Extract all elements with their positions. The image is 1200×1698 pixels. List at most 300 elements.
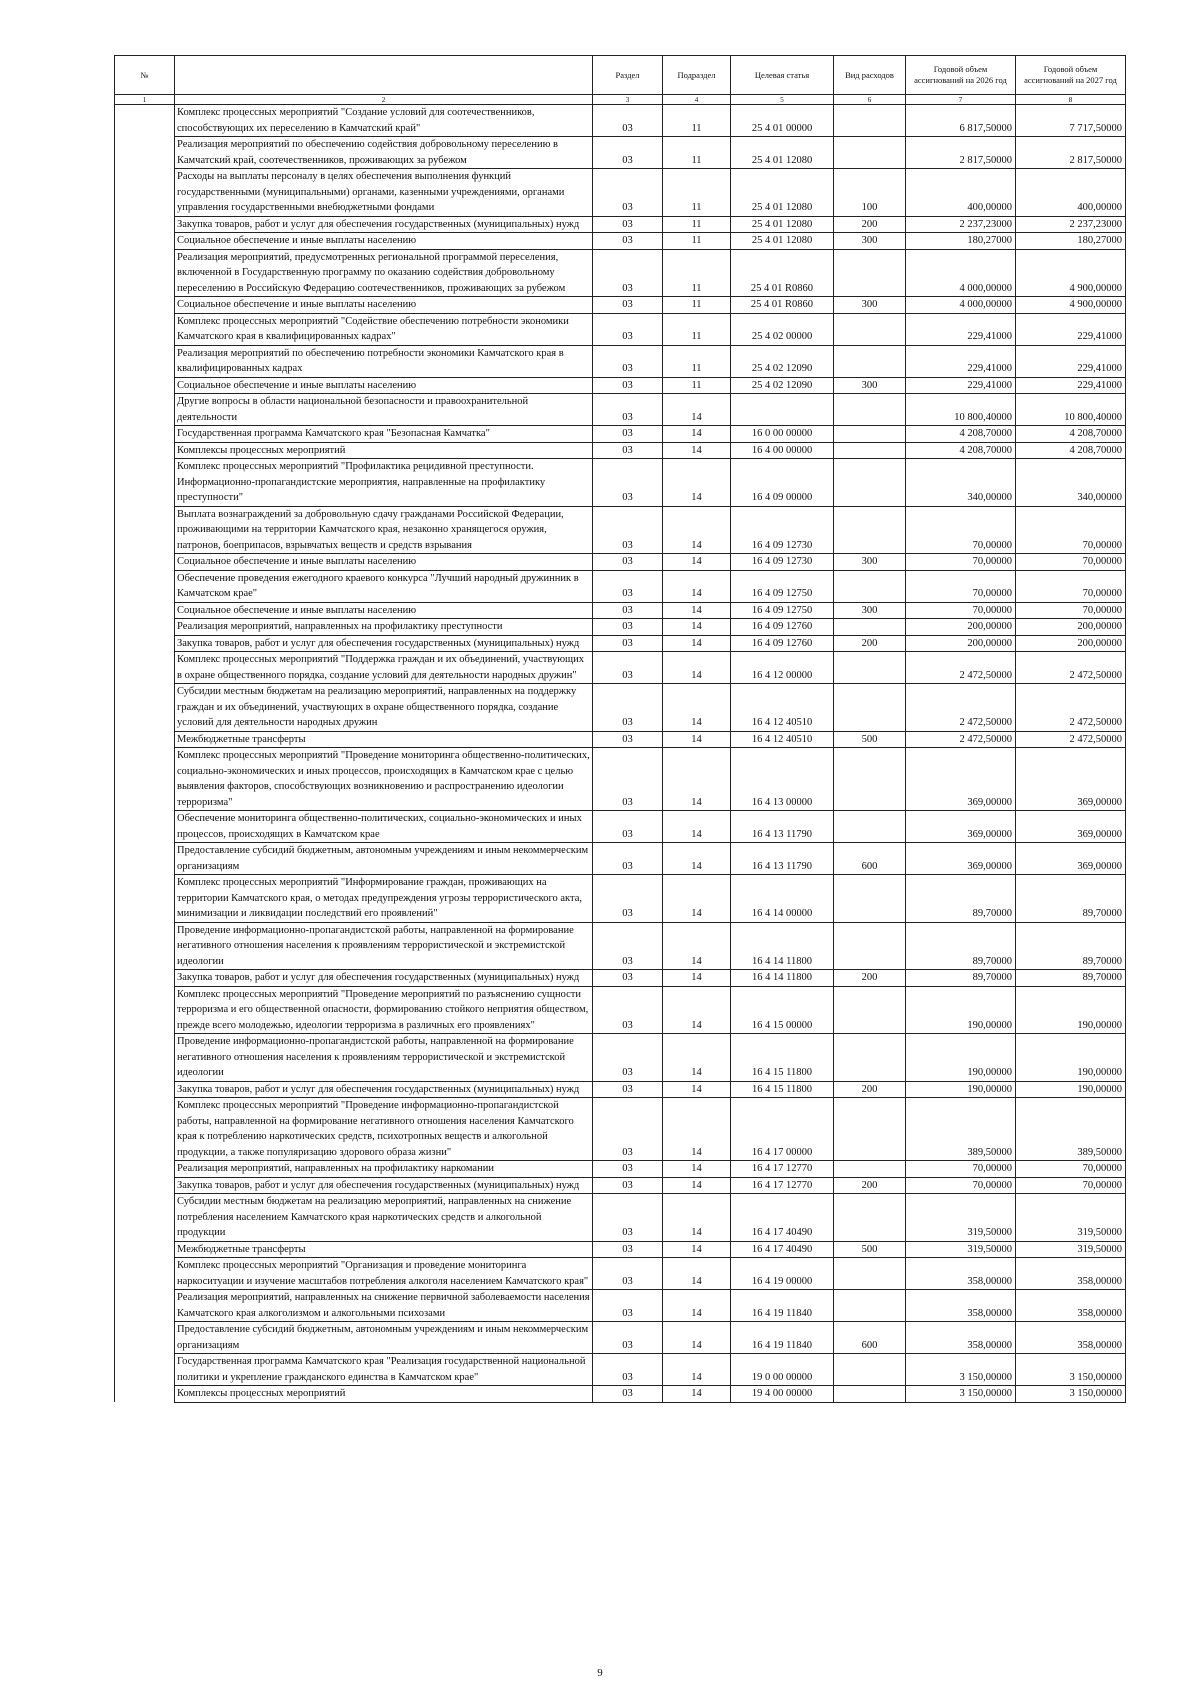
target-article-cell: 19 4 00 00000 (731, 1386, 834, 1403)
item-name-cell: Другие вопросы в области национальной безопасности и правоохранительной деятельности (175, 394, 593, 426)
table-row (115, 748, 1126, 811)
podrazdel-cell: 14 (663, 1386, 731, 1403)
podrazdel-cell: 14 (663, 748, 731, 811)
item-name-cell: Комплекс процессных мероприятий "Проведение мониторинга общественно-политических, социально-экономических и иных процессов, происходящих в Камчатском крае с целью выявления факторов, способствующих возникновению и распространению идеологии терроризма" (175, 748, 593, 811)
row-number-cell (115, 570, 175, 602)
item-name-cell: Комплекс процессных мероприятий "Организация и проведение мониторинга наркоситуации и изучение масштабов потребления алкоголя населением Камчатского края" (175, 1258, 593, 1290)
razdel-cell: 03 (593, 731, 663, 748)
amount-2027-cell: 2 472,50000 (1016, 731, 1126, 748)
podrazdel-cell: 14 (663, 1290, 731, 1322)
item-name-cell: Социальное обеспечение и иные выплаты населению (175, 297, 593, 314)
target-article-cell: 16 4 09 00000 (731, 459, 834, 507)
item-name-cell: Комплекс процессных мероприятий "Профилактика рецидивной преступности. Информационно-пропагандистские мероприятия, направленные на профилактику преступности" (175, 459, 593, 507)
row-number-cell (115, 1322, 175, 1354)
expense-type-cell (834, 249, 906, 297)
item-name-cell: Обеспечение проведения ежегодного краевого конкурса "Лучший народный дружинник в Камчатском крае" (175, 570, 593, 602)
expense-type-cell (834, 506, 906, 554)
podrazdel-cell: 14 (663, 554, 731, 571)
razdel-cell: 03 (593, 602, 663, 619)
amount-2027-cell: 3 150,00000 (1016, 1354, 1126, 1386)
razdel-cell: 03 (593, 313, 663, 345)
podrazdel-cell: 14 (663, 506, 731, 554)
item-name-cell: Социальное обеспечение и иные выплаты населению (175, 554, 593, 571)
item-name-cell: Предоставление субсидий бюджетным, автономным учреждениям и иным некоммерческим организациям (175, 843, 593, 875)
amount-2026-cell: 200,00000 (906, 635, 1016, 652)
razdel-cell: 03 (593, 1177, 663, 1194)
razdel-cell: 03 (593, 570, 663, 602)
row-number-cell (115, 442, 175, 459)
row-number-cell (115, 249, 175, 297)
amount-2027-cell: 369,00000 (1016, 748, 1126, 811)
razdel-cell: 03 (593, 137, 663, 169)
item-name-cell: Комплексы процессных мероприятий (175, 1386, 593, 1403)
target-article-cell: 16 4 19 11840 (731, 1290, 834, 1322)
target-article-cell: 25 4 01 12080 (731, 169, 834, 217)
header-number: 6 (834, 95, 906, 105)
item-name-cell: Субсидии местным бюджетам на реализацию мероприятий, направленных на поддержку граждан и их объединений, участвующих в охране общественного порядка, создание условий для деятельности народных дружин (175, 684, 593, 732)
razdel-cell: 03 (593, 1258, 663, 1290)
expense-type-cell (834, 748, 906, 811)
row-number-cell (115, 1177, 175, 1194)
amount-2026-cell: 70,00000 (906, 506, 1016, 554)
target-article-cell: 16 4 13 11790 (731, 843, 834, 875)
amount-2027-cell: 70,00000 (1016, 554, 1126, 571)
target-article-cell: 16 4 09 12730 (731, 554, 834, 571)
item-name-cell: Социальное обеспечение и иные выплаты населению (175, 602, 593, 619)
amount-2027-cell: 190,00000 (1016, 1081, 1126, 1098)
item-name-cell: Реализация мероприятий, предусмотренных региональной программой переселения, включенной в Государственную программу по оказанию содействия добровольному переселению в Российскую Федерацию соотечественников, проживающих за рубежом (175, 249, 593, 297)
table-row (115, 313, 1126, 345)
amount-2027-cell: 358,00000 (1016, 1290, 1126, 1322)
item-name-cell: Предоставление субсидий бюджетным, автономным учреждениям и иным некоммерческим организациям (175, 1322, 593, 1354)
row-number-cell (115, 105, 175, 137)
table-row (115, 843, 1126, 875)
table-row (115, 169, 1126, 217)
table-row (115, 1241, 1126, 1258)
target-article-cell: 25 4 01 R0860 (731, 249, 834, 297)
target-article-cell: 16 4 12 40510 (731, 684, 834, 732)
table-row (115, 731, 1126, 748)
razdel-cell: 03 (593, 748, 663, 811)
header-name (175, 56, 593, 95)
amount-2027-cell: 200,00000 (1016, 635, 1126, 652)
razdel-cell: 03 (593, 216, 663, 233)
table-row (115, 875, 1126, 923)
table-row (115, 459, 1126, 507)
row-number-cell (115, 216, 175, 233)
podrazdel-cell: 14 (663, 1034, 731, 1082)
expense-type-cell (834, 345, 906, 377)
razdel-cell: 03 (593, 554, 663, 571)
header-2027: Годовой объем ассигнований на 2027 год (1016, 56, 1126, 95)
table-row (115, 105, 1126, 137)
razdel-cell: 03 (593, 619, 663, 636)
amount-2027-cell: 7 717,50000 (1016, 105, 1126, 137)
expense-type-cell: 200 (834, 635, 906, 652)
header-number: 7 (906, 95, 1016, 105)
expense-type-cell (834, 426, 906, 443)
podrazdel-cell: 14 (663, 394, 731, 426)
podrazdel-cell: 14 (663, 843, 731, 875)
item-name-cell: Комплекс процессных мероприятий "Поддержка граждан и их объединений, участвующих в охране общественного порядка, создание условий для деятельности народных дружин" (175, 652, 593, 684)
header-podrazdel: Подраздел (663, 56, 731, 95)
target-article-cell: 25 4 01 12080 (731, 216, 834, 233)
expense-type-cell (834, 1161, 906, 1178)
expense-type-cell: 200 (834, 1177, 906, 1194)
table-row (115, 570, 1126, 602)
podrazdel-cell: 11 (663, 249, 731, 297)
amount-2027-cell: 358,00000 (1016, 1258, 1126, 1290)
expense-type-cell: 300 (834, 554, 906, 571)
header-vid: Вид расходов (834, 56, 906, 95)
expense-type-cell (834, 1034, 906, 1082)
item-name-cell: Комплексы процессных мероприятий (175, 442, 593, 459)
row-number-cell (115, 843, 175, 875)
amount-2026-cell: 70,00000 (906, 602, 1016, 619)
item-name-cell: Закупка товаров, работ и услуг для обеспечения государственных (муниципальных) нужд (175, 970, 593, 987)
razdel-cell: 03 (593, 970, 663, 987)
expense-type-cell (834, 570, 906, 602)
amount-2026-cell: 319,50000 (906, 1194, 1016, 1242)
amount-2026-cell: 4 208,70000 (906, 426, 1016, 443)
amount-2026-cell: 229,41000 (906, 377, 1016, 394)
amount-2026-cell: 369,00000 (906, 748, 1016, 811)
row-number-cell (115, 233, 175, 250)
expense-type-cell (834, 137, 906, 169)
amount-2027-cell: 70,00000 (1016, 506, 1126, 554)
table-row (115, 1386, 1126, 1403)
table-row (115, 554, 1126, 571)
amount-2026-cell: 10 800,40000 (906, 394, 1016, 426)
table-row (115, 216, 1126, 233)
expense-type-cell: 500 (834, 1241, 906, 1258)
row-number-cell (115, 394, 175, 426)
razdel-cell: 03 (593, 377, 663, 394)
header-2026: Годовой объем ассигнований на 2026 год (906, 56, 1016, 95)
table-row (115, 635, 1126, 652)
target-article-cell: 25 4 02 00000 (731, 313, 834, 345)
podrazdel-cell: 14 (663, 1194, 731, 1242)
amount-2027-cell: 89,70000 (1016, 875, 1126, 923)
target-article-cell: 16 4 14 11800 (731, 922, 834, 970)
expense-type-cell (834, 1290, 906, 1322)
podrazdel-cell: 14 (663, 1081, 731, 1098)
target-article-cell: 16 4 00 00000 (731, 442, 834, 459)
podrazdel-cell: 11 (663, 169, 731, 217)
row-number-cell (115, 684, 175, 732)
row-number-cell (115, 554, 175, 571)
podrazdel-cell: 14 (663, 426, 731, 443)
item-name-cell: Комплекс процессных мероприятий "Создание условий для соотечественников, способствующих их переселению в Камчатский край" (175, 105, 593, 137)
podrazdel-cell: 14 (663, 1177, 731, 1194)
row-number-cell (115, 426, 175, 443)
razdel-cell: 03 (593, 169, 663, 217)
amount-2026-cell: 2 237,23000 (906, 216, 1016, 233)
target-article-cell: 25 4 02 12090 (731, 377, 834, 394)
amount-2027-cell: 319,50000 (1016, 1194, 1126, 1242)
razdel-cell: 03 (593, 1354, 663, 1386)
target-article-cell: 25 4 02 12090 (731, 345, 834, 377)
amount-2027-cell: 89,70000 (1016, 970, 1126, 987)
item-name-cell: Реализация мероприятий по обеспечению потребности экономики Камчатского края в квалифицированных кадрах (175, 345, 593, 377)
podrazdel-cell: 14 (663, 1354, 731, 1386)
razdel-cell: 03 (593, 922, 663, 970)
amount-2026-cell: 70,00000 (906, 570, 1016, 602)
table-row (115, 1322, 1126, 1354)
item-name-cell: Реализация мероприятий, направленных на профилактику наркомании (175, 1161, 593, 1178)
amount-2026-cell: 2 472,50000 (906, 684, 1016, 732)
header-target: Целевая статья (731, 56, 834, 95)
expense-type-cell (834, 652, 906, 684)
razdel-cell: 03 (593, 875, 663, 923)
amount-2026-cell: 2 472,50000 (906, 731, 1016, 748)
amount-2027-cell: 2 472,50000 (1016, 652, 1126, 684)
appropriations-table (114, 55, 1126, 1403)
table-row (115, 137, 1126, 169)
row-number-cell (115, 345, 175, 377)
amount-2027-cell: 2 817,50000 (1016, 137, 1126, 169)
expense-type-cell (834, 313, 906, 345)
item-name-cell: Государственная программа Камчатского края "Безопасная Камчатка" (175, 426, 593, 443)
amount-2026-cell: 2 817,50000 (906, 137, 1016, 169)
row-number-cell (115, 602, 175, 619)
razdel-cell: 03 (593, 1098, 663, 1161)
item-name-cell: Закупка товаров, работ и услуг для обеспечения государственных (муниципальных) нужд (175, 216, 593, 233)
header-row (115, 56, 1126, 95)
amount-2026-cell: 229,41000 (906, 345, 1016, 377)
expense-type-cell (834, 684, 906, 732)
header-number: 2 (175, 95, 593, 105)
expense-type-cell: 300 (834, 377, 906, 394)
amount-2026-cell: 389,50000 (906, 1098, 1016, 1161)
podrazdel-cell: 14 (663, 570, 731, 602)
table-row (115, 249, 1126, 297)
target-article-cell: 16 4 17 40490 (731, 1241, 834, 1258)
podrazdel-cell: 14 (663, 811, 731, 843)
amount-2026-cell: 358,00000 (906, 1290, 1016, 1322)
row-number-cell (115, 169, 175, 217)
table-row (115, 1081, 1126, 1098)
row-number-cell (115, 748, 175, 811)
item-name-cell: Государственная программа Камчатского края "Реализация государственной национальной политики и укрепление гражданского единства в Камчатском крае" (175, 1354, 593, 1386)
target-article-cell: 16 0 00 00000 (731, 426, 834, 443)
podrazdel-cell: 14 (663, 1322, 731, 1354)
row-number-cell (115, 1081, 175, 1098)
expense-type-cell: 600 (834, 1322, 906, 1354)
podrazdel-cell: 14 (663, 1241, 731, 1258)
podrazdel-cell: 11 (663, 105, 731, 137)
row-number-cell (115, 652, 175, 684)
amount-2027-cell: 4 208,70000 (1016, 426, 1126, 443)
razdel-cell: 03 (593, 1322, 663, 1354)
table-row (115, 602, 1126, 619)
podrazdel-cell: 14 (663, 922, 731, 970)
item-name-cell: Социальное обеспечение и иные выплаты населению (175, 377, 593, 394)
podrazdel-cell: 14 (663, 602, 731, 619)
amount-2026-cell: 70,00000 (906, 1177, 1016, 1194)
amount-2026-cell: 369,00000 (906, 811, 1016, 843)
expense-type-cell: 200 (834, 1081, 906, 1098)
item-name-cell: Обеспечение мониторинга общественно-политических, социально-экономических и иных процессов, происходящих в Камчатском крае (175, 811, 593, 843)
target-article-cell: 16 4 15 11800 (731, 1034, 834, 1082)
header-number: 8 (1016, 95, 1126, 105)
item-name-cell: Проведение информационно-пропагандистской работы, направленной на формирование негативного отношения населения к проявлениям террористической и экстремистской идеологии (175, 1034, 593, 1082)
expense-type-cell (834, 811, 906, 843)
amount-2026-cell: 358,00000 (906, 1258, 1016, 1290)
table-row (115, 811, 1126, 843)
target-article-cell: 16 4 13 11790 (731, 811, 834, 843)
header-num: № (115, 56, 175, 95)
razdel-cell: 03 (593, 345, 663, 377)
amount-2026-cell: 2 472,50000 (906, 652, 1016, 684)
table-row (115, 506, 1126, 554)
podrazdel-cell: 11 (663, 313, 731, 345)
table-row (115, 684, 1126, 732)
razdel-cell: 03 (593, 1161, 663, 1178)
razdel-cell: 03 (593, 233, 663, 250)
row-number-cell (115, 970, 175, 987)
expense-type-cell (834, 1098, 906, 1161)
item-name-cell: Комплекс процессных мероприятий "Информирование граждан, проживающих на территории Камчатского края, о методах предупреждения угрозы террористического акта, минимизации и ликвидации последствий его проявлений" (175, 875, 593, 923)
amount-2027-cell: 190,00000 (1016, 1034, 1126, 1082)
amount-2026-cell: 3 150,00000 (906, 1354, 1016, 1386)
row-number-cell (115, 1386, 175, 1403)
target-article-cell: 16 4 17 12770 (731, 1161, 834, 1178)
expense-type-cell (834, 875, 906, 923)
razdel-cell: 03 (593, 105, 663, 137)
expense-type-cell (834, 922, 906, 970)
razdel-cell: 03 (593, 1034, 663, 1082)
row-number-cell (115, 1034, 175, 1082)
target-article-cell: 16 4 09 12750 (731, 602, 834, 619)
table-row (115, 1034, 1126, 1082)
amount-2027-cell: 180,27000 (1016, 233, 1126, 250)
row-number-cell (115, 1258, 175, 1290)
amount-2026-cell: 400,00000 (906, 169, 1016, 217)
amount-2026-cell: 6 817,50000 (906, 105, 1016, 137)
item-name-cell: Комплекс процессных мероприятий "Содействие обеспечению потребности экономики Камчатского края в квалифицированных кадрах" (175, 313, 593, 345)
target-article-cell (731, 394, 834, 426)
row-number-cell (115, 875, 175, 923)
amount-2026-cell: 340,00000 (906, 459, 1016, 507)
amount-2027-cell: 3 150,00000 (1016, 1386, 1126, 1403)
razdel-cell: 03 (593, 426, 663, 443)
table-row (115, 297, 1126, 314)
amount-2026-cell: 190,00000 (906, 1081, 1016, 1098)
item-name-cell: Комплекс процессных мероприятий "Проведение мероприятий по разъяснению сущности терроризма и его общественной опасности, формированию стойкого неприятия обществом, прежде всего молодежью, идеологии терроризма в различных его проявлениях" (175, 986, 593, 1034)
header-number: 1 (115, 95, 175, 105)
razdel-cell: 03 (593, 297, 663, 314)
razdel-cell: 03 (593, 811, 663, 843)
amount-2027-cell: 358,00000 (1016, 1322, 1126, 1354)
item-name-cell: Закупка товаров, работ и услуг для обеспечения государственных (муниципальных) нужд (175, 635, 593, 652)
table-row (115, 233, 1126, 250)
row-number-cell (115, 1354, 175, 1386)
amount-2026-cell: 70,00000 (906, 1161, 1016, 1178)
podrazdel-cell: 11 (663, 377, 731, 394)
podrazdel-cell: 11 (663, 216, 731, 233)
row-number-cell (115, 297, 175, 314)
expense-type-cell (834, 1194, 906, 1242)
table-row (115, 426, 1126, 443)
razdel-cell: 03 (593, 394, 663, 426)
amount-2026-cell: 89,70000 (906, 922, 1016, 970)
item-name-cell: Расходы на выплаты персоналу в целях обеспечения выполнения функций государственными (муниципальными) органами, казенными учреждениями, органами управления государственными внебюджетными фондами (175, 169, 593, 217)
podrazdel-cell: 14 (663, 1161, 731, 1178)
header-number-row (115, 95, 1126, 105)
amount-2026-cell: 200,00000 (906, 619, 1016, 636)
expense-type-cell: 300 (834, 297, 906, 314)
podrazdel-cell: 14 (663, 459, 731, 507)
amount-2027-cell: 4 900,00000 (1016, 249, 1126, 297)
target-article-cell: 16 4 15 00000 (731, 986, 834, 1034)
table-row (115, 619, 1126, 636)
expense-type-cell (834, 105, 906, 137)
target-article-cell: 16 4 13 00000 (731, 748, 834, 811)
podrazdel-cell: 11 (663, 345, 731, 377)
page-number: 9 (597, 1667, 603, 1679)
row-number-cell (115, 377, 175, 394)
podrazdel-cell: 14 (663, 731, 731, 748)
target-article-cell: 16 4 09 12760 (731, 619, 834, 636)
table-row (115, 652, 1126, 684)
podrazdel-cell: 14 (663, 442, 731, 459)
target-article-cell: 16 4 19 11840 (731, 1322, 834, 1354)
amount-2027-cell: 389,50000 (1016, 1098, 1126, 1161)
row-number-cell (115, 986, 175, 1034)
target-article-cell: 16 4 17 12770 (731, 1177, 834, 1194)
item-name-cell: Реализация мероприятий по обеспечению содействия добровольному переселению в Камчатский край, соотечественников, проживающих за рубежом (175, 137, 593, 169)
target-article-cell: 16 4 09 12750 (731, 570, 834, 602)
row-number-cell (115, 1098, 175, 1161)
expense-type-cell (834, 459, 906, 507)
table-row (115, 1290, 1126, 1322)
table-row (115, 1194, 1126, 1242)
header-number: 4 (663, 95, 731, 105)
amount-2027-cell: 4 900,00000 (1016, 297, 1126, 314)
amount-2026-cell: 89,70000 (906, 875, 1016, 923)
amount-2027-cell: 229,41000 (1016, 345, 1126, 377)
row-number-cell (115, 506, 175, 554)
target-article-cell: 16 4 14 11800 (731, 970, 834, 987)
amount-2026-cell: 70,00000 (906, 554, 1016, 571)
target-article-cell: 25 4 01 00000 (731, 105, 834, 137)
expense-type-cell: 600 (834, 843, 906, 875)
razdel-cell: 03 (593, 684, 663, 732)
table-row (115, 970, 1126, 987)
amount-2027-cell: 10 800,40000 (1016, 394, 1126, 426)
target-article-cell: 16 4 09 12760 (731, 635, 834, 652)
header-number: 3 (593, 95, 663, 105)
table-row (115, 1354, 1126, 1386)
razdel-cell: 03 (593, 1194, 663, 1242)
target-article-cell: 16 4 15 11800 (731, 1081, 834, 1098)
table-row (115, 394, 1126, 426)
row-number-cell (115, 811, 175, 843)
item-name-cell: Межбюджетные трансферты (175, 731, 593, 748)
target-article-cell: 16 4 12 00000 (731, 652, 834, 684)
row-number-cell (115, 459, 175, 507)
item-name-cell: Субсидии местным бюджетам на реализацию мероприятий, направленных на снижение потребления населением Камчатского края наркотических средств и алкогольной продукции (175, 1194, 593, 1242)
razdel-cell: 03 (593, 1241, 663, 1258)
amount-2026-cell: 4 000,00000 (906, 249, 1016, 297)
table-row (115, 377, 1126, 394)
row-number-cell (115, 922, 175, 970)
table-row (115, 986, 1126, 1034)
podrazdel-cell: 14 (663, 986, 731, 1034)
amount-2027-cell: 70,00000 (1016, 1177, 1126, 1194)
amount-2026-cell: 4 000,00000 (906, 297, 1016, 314)
